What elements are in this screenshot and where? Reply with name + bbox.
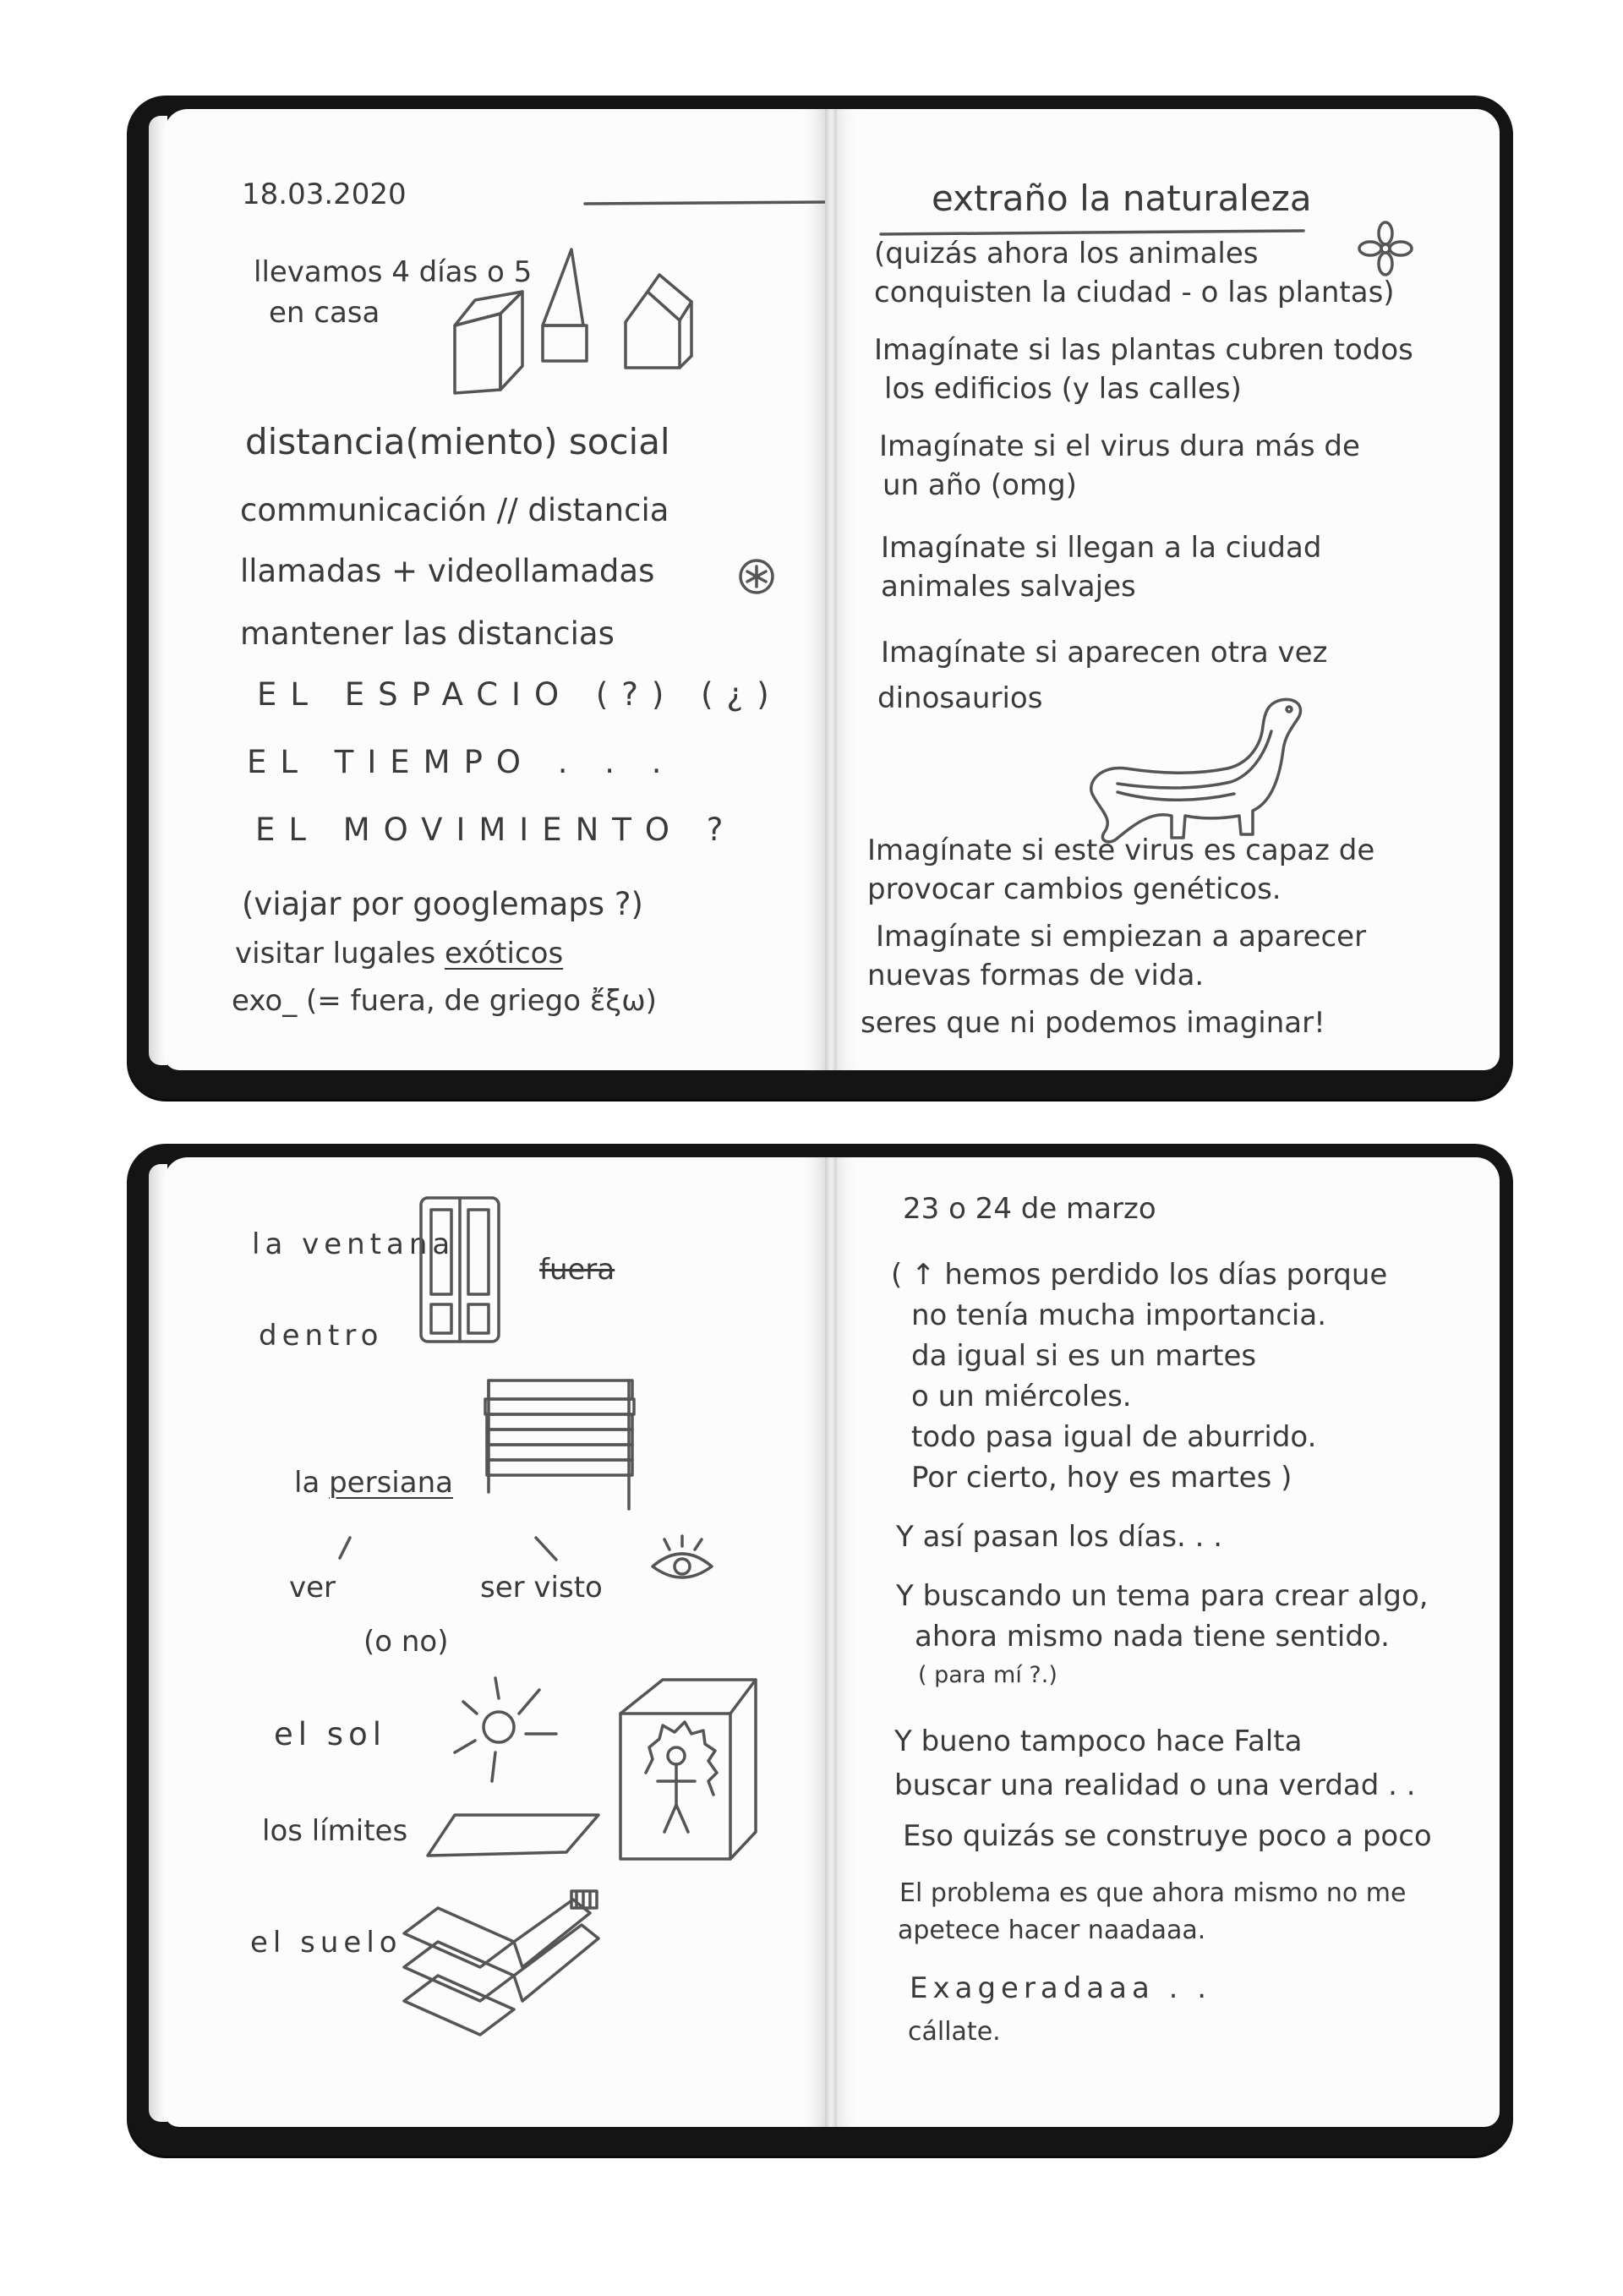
note-line-16: Exageradaaa . .	[910, 1971, 1212, 2005]
note-wild-animals-line2: animales salvajes	[881, 570, 1136, 604]
note-line-5: todo pasa igual de aburrido.	[911, 1420, 1317, 1454]
dinosaur-sketch	[1084, 684, 1320, 853]
note-line-10: ( para mí ?.)	[918, 1662, 1057, 1688]
note-line-2: no tenía mucha importancia.	[911, 1298, 1327, 1332]
note-dinosaurs-line2: dinosaurios	[877, 681, 1043, 715]
sun-icon	[443, 1665, 570, 1791]
label-outside-crossed: fuera	[539, 1253, 615, 1287]
notebook-spread-top	[127, 96, 1513, 1099]
note-line-11: Y bueno tampoco hace Falta	[894, 1725, 1303, 1758]
note-lifeforms-line2: nuevas formas de vida.	[867, 959, 1205, 992]
houses-sketch	[438, 241, 742, 402]
note-dinosaurs-line1: Imagínate si aparecen otra vez	[881, 636, 1328, 670]
label-see: ver	[289, 1571, 336, 1604]
note-plants-line2: los edificios (y las calles)	[884, 372, 1242, 406]
note-line-7: Y así pasan los días. . .	[896, 1520, 1223, 1554]
label-floor: el suelo	[250, 1926, 402, 1960]
notebook-spine	[825, 109, 837, 1070]
note-line-13: Eso quizás se construye poco a poco	[903, 1819, 1432, 1853]
journal-line-time: EL TIEMPO . . .	[247, 744, 675, 780]
parquet-floor-sketch	[396, 1883, 615, 2043]
note-line-6: Por cierto, hoy es martes )	[911, 1461, 1292, 1495]
note-genetic-line2: provocar cambios genéticos.	[867, 872, 1281, 906]
left-page	[164, 1157, 830, 2127]
entry-date: 18.03.2020	[242, 178, 407, 211]
journal-line-exo-definition: exo_ (= fuera, de griego ἔξω)	[232, 984, 657, 1018]
journal-line-social-distance: distancia(miento) social	[245, 421, 670, 462]
note-line-15: apetece hacer naadaaa.	[898, 1916, 1206, 1945]
note-genetic-line1: Imagínate si este virus es capaz de	[867, 834, 1375, 867]
exotic-places-text: visitar lugales	[235, 937, 445, 970]
label-blind-word: persiana	[329, 1466, 453, 1500]
note-line-9: ahora mismo nada tiene sentido.	[915, 1620, 1390, 1654]
note-line-1: ( ↑ hemos perdido los días porque	[891, 1258, 1388, 1292]
label-be-seen: ser visto	[480, 1571, 603, 1604]
label-window: la ventana	[252, 1227, 456, 1261]
entry-date: 23 o 24 de marzo	[903, 1192, 1156, 1226]
note-animals-line2: conquisten la ciudad - o las plantas)	[874, 276, 1395, 309]
eye-icon	[644, 1533, 720, 1592]
note-line-3: da igual si es un martes	[911, 1339, 1257, 1373]
note-wild-animals-line1: Imagínate si llegan a la ciudad	[881, 531, 1322, 565]
notebook-spine	[825, 1157, 837, 2127]
journal-line-movement: EL MOVIMIENTO ?	[255, 812, 737, 848]
window-blind-sketch	[480, 1374, 641, 1517]
note-line-14: El problema es que ahora mismo no me	[899, 1878, 1407, 1908]
note-animals-line1: (quizás ahora los animales	[874, 237, 1259, 271]
label-sun: el sol	[274, 1716, 386, 1752]
label-or-not: (o no)	[363, 1625, 449, 1659]
label-inside: dentro	[259, 1319, 384, 1353]
label-limits: los límites	[262, 1814, 408, 1848]
note-beings-line: seres que ni podemos imaginar!	[861, 1006, 1325, 1040]
journal-line-keep-distance: mantener las distancias	[240, 615, 615, 652]
days-at-home-line1: llevamos 4 días o 5	[254, 255, 533, 289]
note-lifeforms-line1: Imagínate si empiezan a aparecer	[876, 920, 1367, 954]
window-sketch	[414, 1191, 507, 1352]
note-virus-line1: Imagínate si el virus dura más de	[879, 429, 1360, 463]
label-blind	[294, 1465, 453, 1501]
journal-line-exotic-places	[235, 936, 563, 972]
right-page	[830, 109, 1500, 1070]
note-line-4: o un miércoles.	[911, 1380, 1132, 1413]
page-title: extraño la naturaleza	[932, 178, 1312, 219]
note-line-8: Y buscando un tema para crear algo,	[896, 1579, 1429, 1613]
note-plants-line1: Imagínate si las plantas cubren todos	[874, 333, 1413, 367]
note-virus-line2: un año (omg)	[883, 468, 1077, 502]
exotic-underlined: exóticos	[444, 937, 564, 970]
asterisk-circle-icon	[735, 555, 778, 598]
journal-line-space: EL ESPACIO (?) (¿)	[257, 676, 783, 713]
journal-line-communication: communicación // distancia	[240, 492, 669, 528]
note-line-12: buscar una realidad o una verdad . .	[894, 1768, 1416, 1802]
journal-line-calls: llamadas + videollamadas	[240, 553, 655, 589]
days-at-home-line2: en casa	[269, 296, 380, 330]
notebook-spread-bottom	[127, 1144, 1513, 2156]
flower-icon	[1356, 219, 1415, 278]
note-line-17: cállate.	[908, 2017, 1001, 2047]
right-page	[830, 1157, 1500, 2127]
person-in-box-sketch	[604, 1671, 773, 1866]
left-page	[164, 109, 830, 1070]
label-blind-article: la	[294, 1466, 330, 1500]
light-patch-sketch	[421, 1808, 607, 1867]
journal-line-googlemaps: (viajar por googlemaps ?)	[242, 886, 643, 922]
